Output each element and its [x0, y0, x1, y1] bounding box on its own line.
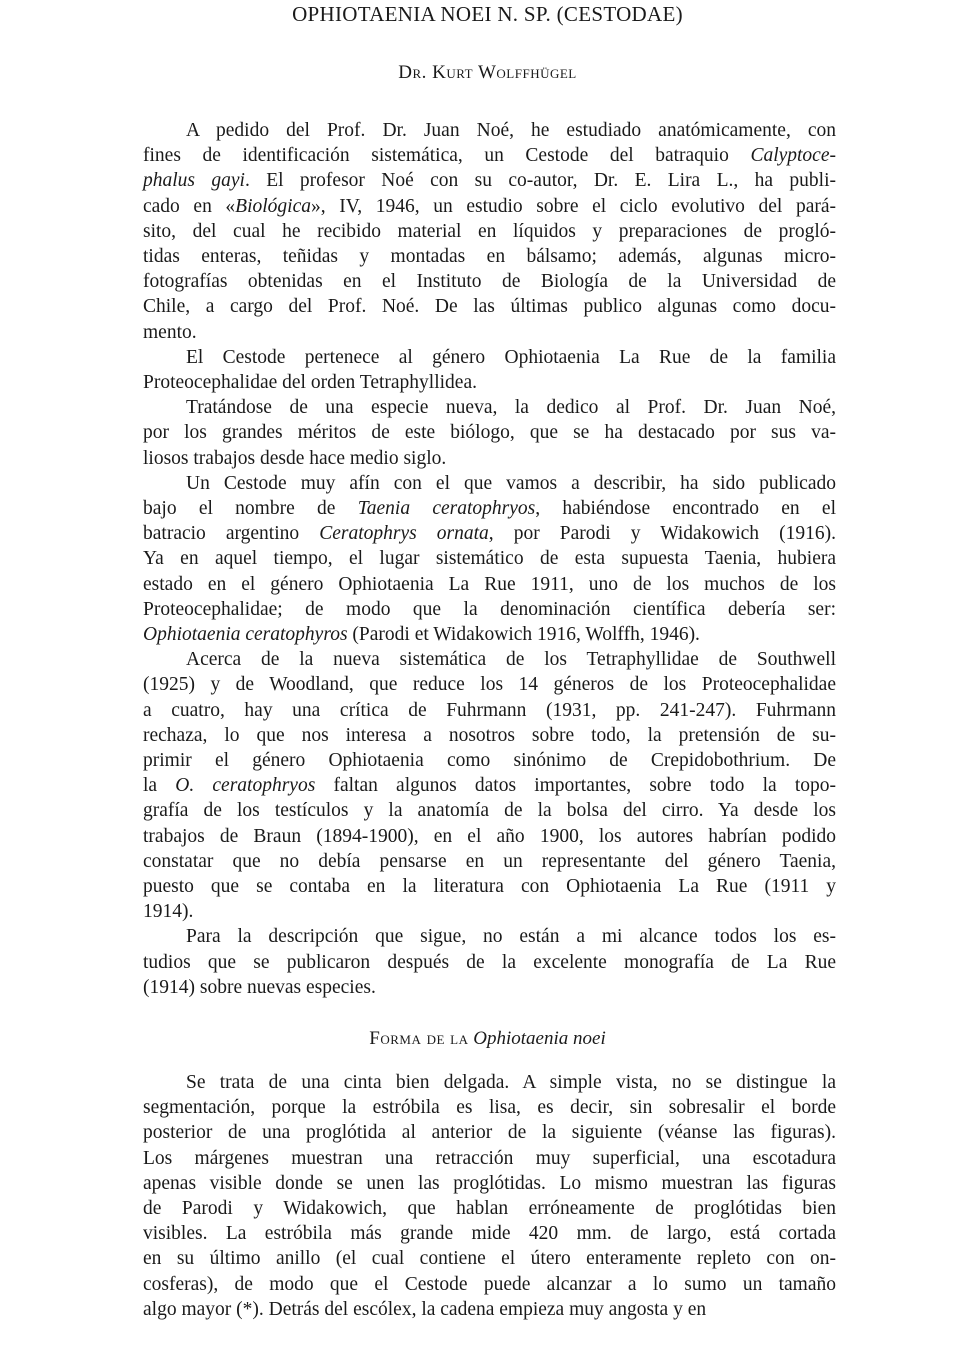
- text-line: en su último anillo (el cual contiene el útero enteramente repleto con on-: [143, 1248, 836, 1270]
- text-line: de Parodi y Widakowich, que hablan erróneamente de proglótidas bien: [143, 1198, 836, 1219]
- text-line: phalus gayi. El profesor Noé con su co-autor, Dr. E. Lira L., ha publi-: [143, 170, 836, 192]
- text-line: fines de identificación sistemática, un Cestode del batraquio Calyptoce-: [143, 145, 836, 167]
- text-line: Ophiotaenia ceratophyros (Parodi et Widakowich 1916, Wolffh, 1946).: [143, 624, 700, 645]
- text-line: Proteocephalidae del orden Tetraphyllidea.: [143, 372, 477, 393]
- text-line: mento.: [143, 321, 197, 343]
- text-line: Para la descripción que sigue, no están a mi alcance todos los es-: [186, 926, 836, 948]
- text-line: grafía de los testículos y la anatomía de la bolsa del cirro. Ya desde los: [143, 800, 836, 822]
- text-line: liosos trabajos desde hace medio siglo.: [143, 447, 447, 469]
- text-line: Proteocephalidae; de modo que la denominación científica debería ser:: [143, 598, 836, 620]
- text-line: cado en «Biológica», IV, 1946, un estudio sobre el ciclo evolutivo del pará-: [143, 195, 836, 217]
- text-line: batracio argentino Ceratophrys ornata, por Parodi y Widakowich (1916).: [143, 523, 836, 545]
- text-line: primir el género Ophiotaenia como sinónimo de Crepidobothrium. De: [143, 750, 836, 771]
- text-line: rechaza, lo que nos interesa a nosotros sobre todo, la pretensión de su-: [143, 724, 836, 746]
- text-line: bajo el nombre de Taenia ceratophryos, habiéndose encontrado en el: [143, 498, 836, 519]
- text-line: fotografías obtenidas en el Instituto de Biología de la Universidad de: [143, 271, 836, 293]
- text-line: tidas enteras, teñidas y montadas en bálsamo; además, algunas micro-: [143, 246, 836, 267]
- text-line: trabajos de Braun (1894-1900), en el año 1900, los autores habrían podido: [143, 825, 836, 847]
- section-heading-species: Ophiotaenia noei: [473, 1028, 606, 1049]
- text-line: la O. ceratophryos faltan algunos datos importantes, sobre todo la topo-: [143, 775, 836, 797]
- text-line: por los grandes méritos de este biólogo, que se ha destacado por sus va-: [143, 422, 836, 444]
- text-line: 1914).: [143, 901, 194, 923]
- article-title: OPHIOTAENIA NOEI N. SP. (CESTODAE): [292, 2, 683, 26]
- text-line: estado en el género Ophiotaenia La Rue 1911, uno de los muchos de los: [143, 573, 836, 595]
- text-line: A pedido del Prof. Dr. Juan Noé, he estudiado anatómicamente, con: [186, 120, 836, 141]
- text-line: cosferas), de modo que el Cestode puede alcanzar a lo sumo un tamaño: [143, 1273, 836, 1295]
- text-line: algo mayor (*). Detrás del escólex, la cadena empieza muy angosta y en: [143, 1298, 707, 1320]
- text-line: sito, del cual he recibido material en líquidos y preparaciones de progló-: [143, 220, 836, 242]
- text-line: Chile, a cargo del Prof. Noé. De las últimas publico algunas como docu-: [143, 296, 836, 318]
- text-line: Tratándose de una especie nueva, la dedico al Prof. Dr. Juan Noé,: [186, 397, 836, 419]
- text-line: Los márgenes muestran una retracción muy superficial, una escotadura: [143, 1147, 836, 1169]
- text-line: apenas visible donde se unen las proglótidas. Lo mismo muestran las figuras: [143, 1172, 836, 1194]
- text-line: Ya en aquel tiempo, el lugar sistemático de esta supuesta Taenia, hubiera: [143, 548, 836, 570]
- text-line: (1925) y de Woodland, que reduce los 14 géneros de los Proteocephalidae: [143, 674, 836, 696]
- author-name: Dr. Kurt Wolffhügel: [398, 62, 577, 83]
- text-line: tudios que se publicaron después de la excelente monografía de La Rue: [143, 951, 836, 973]
- text-line: Acerca de la nueva sistemática de los Tetraphyllidae de Southwell: [186, 649, 836, 671]
- text-line: constatar que no debía pensarse en un representante del género Taenia,: [143, 850, 836, 872]
- text-line: posterior de una proglótida al anterior de la siguiente (véanse las figuras).: [143, 1122, 836, 1144]
- text-line: a cuatro, hay una crítica de Fuhrmann (1931, pp. 241-247). Fuhrmann: [143, 699, 836, 721]
- text-line: segmentación, porque la estróbila es lisa, es decir, sin sobresalir el borde: [143, 1097, 836, 1119]
- section-heading: [0, 1028, 975, 1050]
- text-line: Un Cestode muy afín con el que vamos a describir, ha sido publicado: [186, 472, 836, 494]
- text-line: (1914) sobre nuevas especies.: [143, 976, 376, 998]
- text-line: El Cestode pertenece al género Ophiotaenia La Rue de la familia: [186, 346, 836, 368]
- text-line: visibles. La estróbila más grande mide 420 mm. de largo, está cortada: [143, 1223, 836, 1245]
- text-line: Se trata de una cinta bien delgada. A simple vista, no se distingue la: [186, 1072, 836, 1093]
- text-line: puesto que se contaba en la literatura con Ophiotaenia La Rue (1911 y: [143, 876, 836, 897]
- section-heading-caps: Forma de la: [369, 1028, 469, 1049]
